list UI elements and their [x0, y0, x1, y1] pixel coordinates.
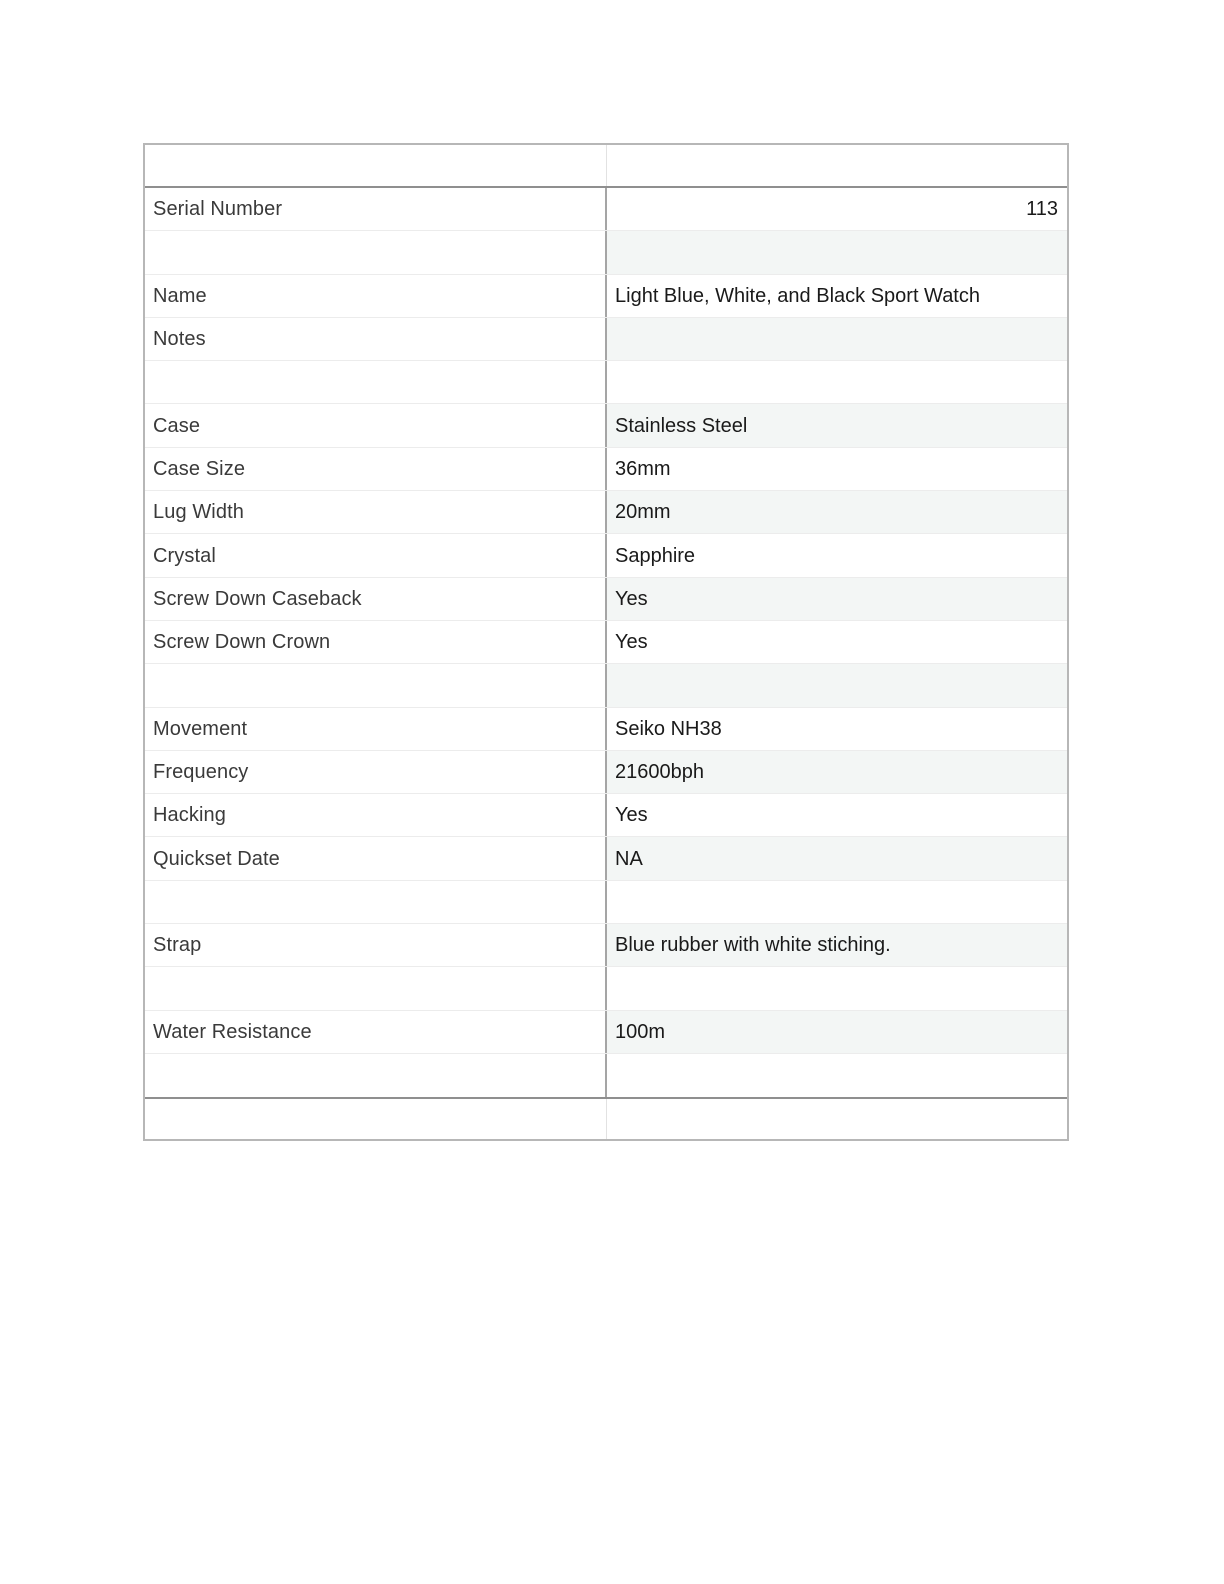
- row-value: [607, 1054, 1067, 1097]
- table-row-notes: [145, 318, 1067, 361]
- row-label: Case: [145, 404, 607, 446]
- watch-spec-table: [143, 143, 1069, 1141]
- row-label: Strap: [145, 924, 607, 966]
- row-label: Case Size: [145, 448, 607, 490]
- table-row-screw-down-caseback: [145, 578, 1067, 621]
- table-footer-row: [145, 1097, 1067, 1139]
- table-row-movement: [145, 708, 1067, 751]
- row-value: [607, 361, 1067, 403]
- row-value: Seiko NH38: [615, 717, 722, 740]
- table-row-spacer: [145, 967, 1067, 1010]
- row-value: [607, 318, 1067, 360]
- table-row-spacer: [145, 664, 1067, 707]
- row-label: Movement: [145, 708, 607, 750]
- row-label: Crystal: [145, 534, 607, 576]
- row-value: [607, 664, 1067, 706]
- row-label: Screw Down Caseback: [145, 578, 607, 620]
- row-label: Name: [145, 275, 607, 317]
- table-row-lug-width: [145, 491, 1067, 534]
- row-value: Stainless Steel: [607, 404, 1067, 446]
- row-value: 113: [1026, 198, 1058, 221]
- row-label: Serial Number: [145, 188, 607, 230]
- header-value-cell: [607, 145, 1067, 186]
- row-label: Frequency: [145, 751, 607, 793]
- row-value: Yes: [615, 631, 648, 654]
- row-label: [145, 361, 607, 403]
- row-value: 36mm: [615, 457, 671, 480]
- table-row-hacking: [145, 794, 1067, 837]
- row-value: [607, 881, 1067, 923]
- table-row-quickset-date: [145, 837, 1067, 880]
- row-label: [145, 231, 607, 273]
- footer-label-cell: [145, 1099, 607, 1139]
- row-label: Hacking: [145, 794, 607, 836]
- table-row-spacer: [145, 881, 1067, 924]
- table-header-row: [145, 145, 1067, 188]
- table-row-name: [145, 275, 1067, 318]
- table-row-water-resistance: [145, 1011, 1067, 1054]
- header-label-cell: [145, 145, 607, 186]
- row-label: [145, 664, 607, 706]
- row-label: [145, 1054, 607, 1097]
- row-value: Yes: [607, 578, 1067, 620]
- row-value: 20mm: [607, 491, 1067, 533]
- row-value: Yes: [615, 804, 648, 827]
- row-label: Water Resistance: [145, 1011, 607, 1053]
- row-value: Sapphire: [615, 544, 696, 567]
- row-label: Screw Down Crown: [145, 621, 607, 663]
- row-label: Lug Width: [145, 491, 607, 533]
- table-row-frequency: [145, 751, 1067, 794]
- table-row-spacer: [145, 231, 1067, 274]
- row-value: Blue rubber with white stiching.: [607, 924, 1067, 966]
- table-row-strap: [145, 924, 1067, 967]
- row-value: 21600bph: [607, 751, 1067, 793]
- row-label: Quickset Date: [145, 837, 607, 879]
- table-row-case: [145, 404, 1067, 447]
- row-value: Light Blue, White, and Black Sport Watch: [615, 284, 980, 307]
- table-row-spacer: [145, 361, 1067, 404]
- table-row-screw-down-crown: [145, 621, 1067, 664]
- table-row-crystal: [145, 534, 1067, 577]
- row-label: Notes: [145, 318, 607, 360]
- table-row-case-size: [145, 448, 1067, 491]
- row-value: [607, 231, 1067, 273]
- row-label: [145, 967, 607, 1009]
- row-value: [607, 967, 1067, 1009]
- footer-value-cell: [607, 1099, 1067, 1139]
- row-label: [145, 881, 607, 923]
- table-row-serial-number: [145, 188, 1067, 231]
- row-value: NA: [607, 837, 1067, 879]
- row-value: 100m: [607, 1011, 1067, 1053]
- table-row-spacer: [145, 1054, 1067, 1097]
